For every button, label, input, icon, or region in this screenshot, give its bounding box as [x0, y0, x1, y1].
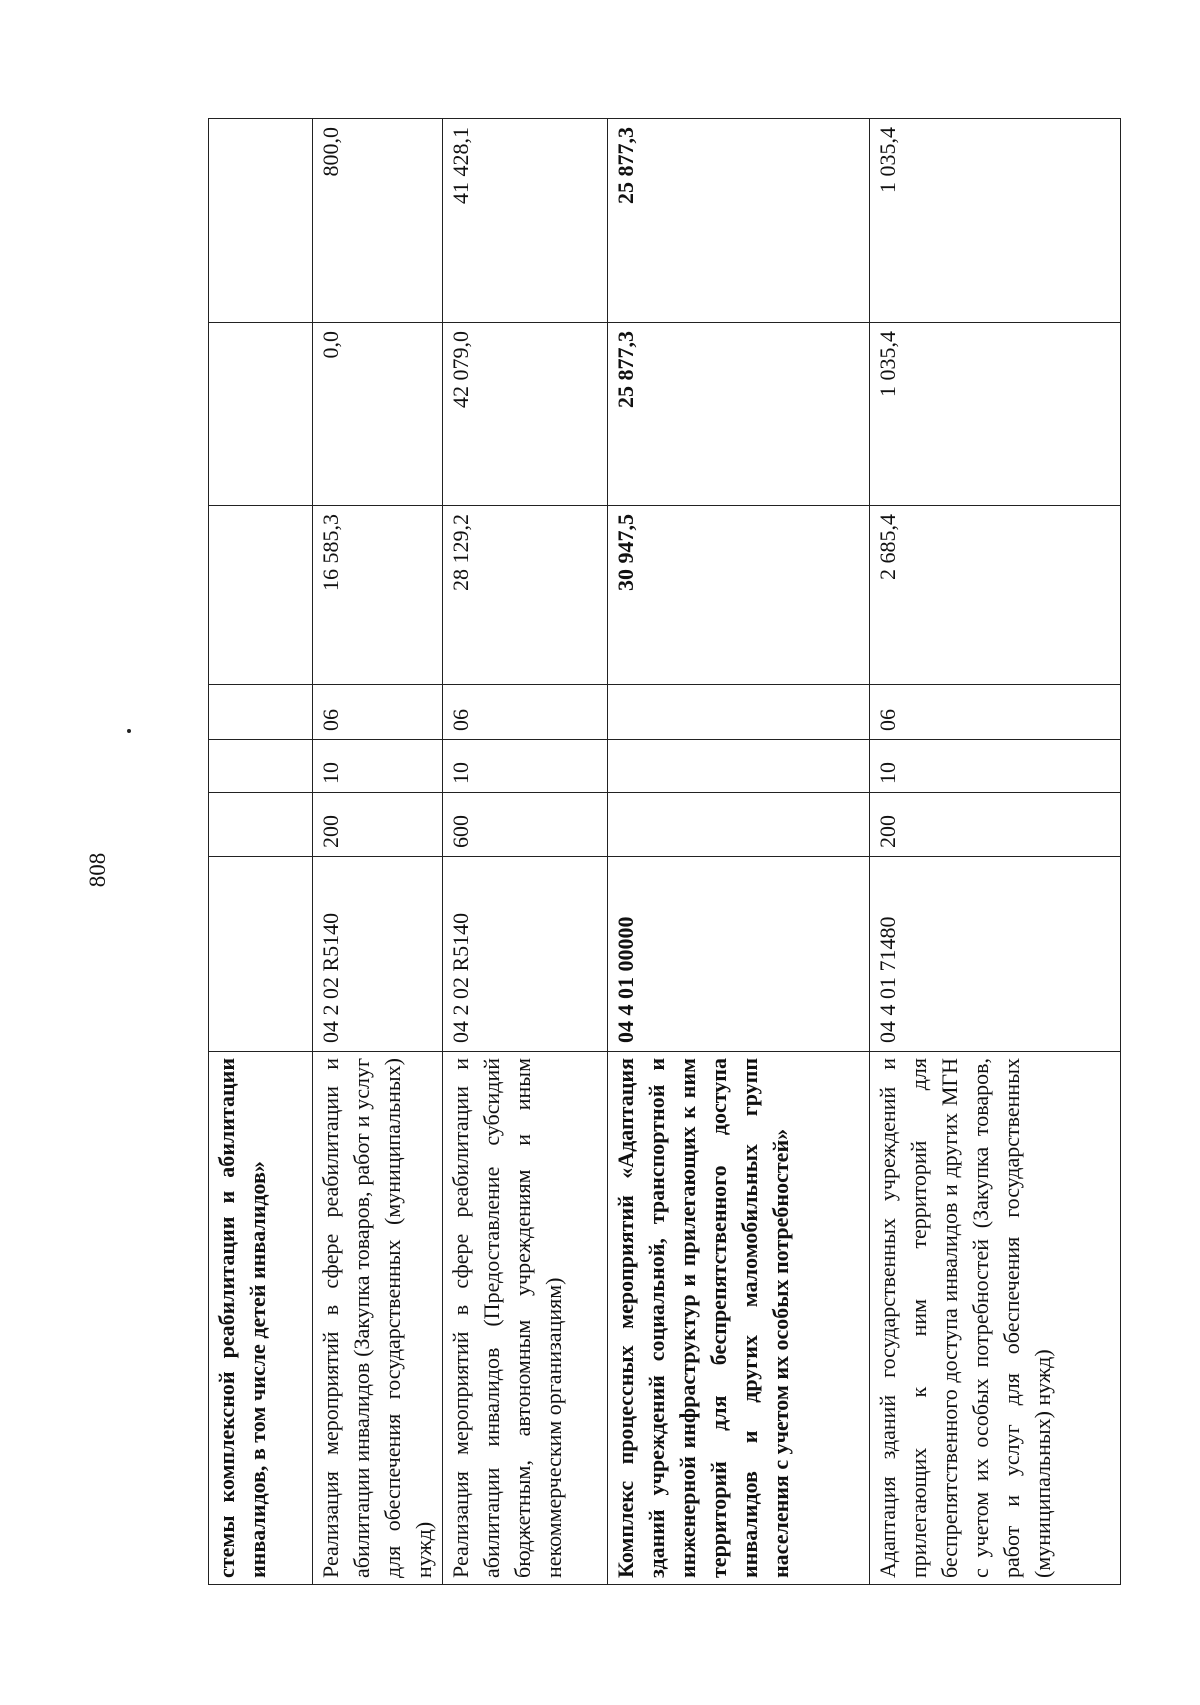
row-rz	[209, 740, 313, 793]
page-number: 808	[85, 852, 110, 888]
row-vr: 200	[870, 793, 1121, 857]
row-amount-3: 1 035,4	[870, 119, 1121, 323]
row-code: 04 2 02 R5140	[443, 857, 608, 1052]
row-amount-2: 1 035,4	[870, 323, 1121, 506]
row-description: Реализация мероприятий в сфере реабилитации и абилитации инвалидов (Предоставление субсидий бюджетным, автономным учреждениям и иным некоммерческим организациям)	[443, 1052, 608, 1585]
row-code: 04 4 01 00000	[608, 857, 870, 1052]
row-code: 04 4 01 71480	[870, 857, 1121, 1052]
row-description: Адаптация зданий государственных учреждений и прилегающих к ним территорий для беспрепятственного доступа инвалидов и других МГН с учетом их особых потребностей (Закупка товаров, работ и услуг для обеспечения государственных (муниципальных) нужд)	[870, 1052, 1121, 1585]
row-amount-3: 25 877,3	[608, 119, 870, 323]
row-rz: 10	[313, 740, 443, 793]
row-pr: 06	[870, 685, 1121, 740]
row-rz: 10	[443, 740, 608, 793]
row-pr: 06	[313, 685, 443, 740]
row-pr: 06	[443, 685, 608, 740]
row-pr	[608, 685, 870, 740]
row-amount-2	[209, 323, 313, 506]
row-vr: 600	[443, 793, 608, 857]
row-description: стемы комплексной реабилитации и абилитации инвалидов, в том числе детей инвалидов»	[209, 1052, 313, 1585]
row-rz: 10	[870, 740, 1121, 793]
scan-dot	[127, 729, 131, 733]
row-rz	[608, 740, 870, 793]
row-amount-1: 28 129,2	[443, 506, 608, 685]
row-amount-3	[209, 119, 313, 323]
row-description: Комплекс процессных мероприятий «Адаптация зданий учреждений социальной, транспортной и инженерной инфраструктур и прилегающих к ним территорий для беспрепятственного доступа инвалидов и других маломобильных групп населения с учетом их особых потребностей»	[608, 1052, 870, 1585]
row-amount-1: 2 685,4	[870, 506, 1121, 685]
row-pr	[209, 685, 313, 740]
row-amount-1: 30 947,5	[608, 506, 870, 685]
row-vr	[608, 793, 870, 857]
row-amount-1	[209, 506, 313, 685]
row-amount-3: 800,0	[313, 119, 443, 323]
rotated-table-wrapper	[208, 119, 1120, 1585]
table-row	[313, 119, 443, 1585]
row-amount-2: 42 079,0	[443, 323, 608, 506]
row-description: Реализация мероприятий в сфере реабилитации и абилитации инвалидов (Закупка товаров, работ и услуг для обеспечения государственных (муниципальных) нужд)	[313, 1052, 443, 1585]
table-row	[608, 119, 870, 1585]
budget-table	[208, 118, 1121, 1585]
row-vr: 200	[313, 793, 443, 857]
table-row	[870, 119, 1121, 1585]
row-code	[209, 857, 313, 1052]
table-row	[443, 119, 608, 1585]
row-code: 04 2 02 R5140	[313, 857, 443, 1052]
row-amount-2: 0,0	[313, 323, 443, 506]
row-amount-2: 25 877,3	[608, 323, 870, 506]
row-vr	[209, 793, 313, 857]
row-amount-3: 41 428,1	[443, 119, 608, 323]
table-row	[209, 119, 313, 1585]
row-amount-1: 16 585,3	[313, 506, 443, 685]
